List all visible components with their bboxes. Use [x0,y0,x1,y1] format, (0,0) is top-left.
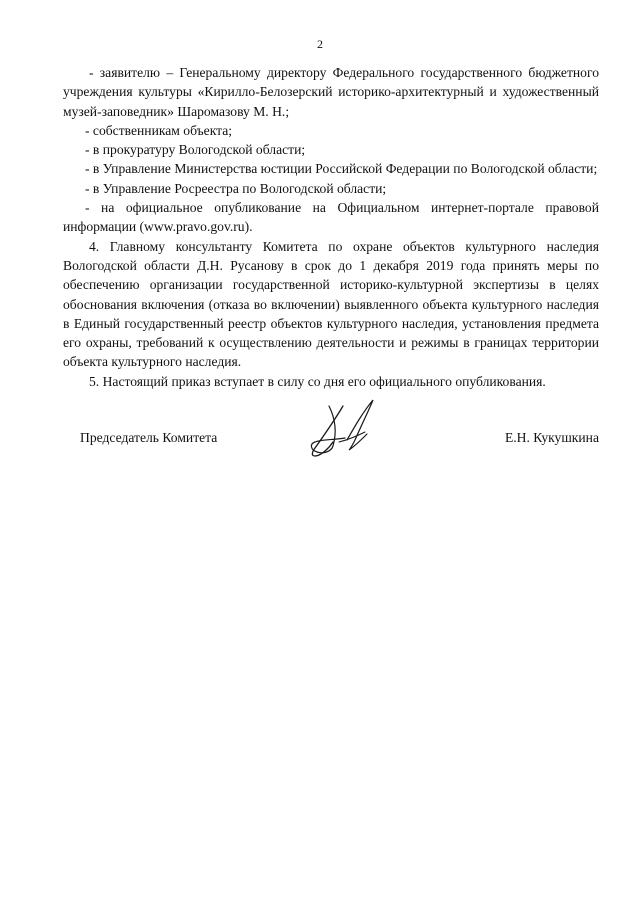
paragraph-recipient-applicant: - заявителю – Генеральному директору Федерального государственного бюджетного учреждения культуры «Кирилло-Белозерский историко-архитектурный и художественный музей-заповедник» Шаромазову М. Н.; [63,65,599,119]
signatory-name: Е.Н. Кукушкина [504,430,599,445]
paragraph-recipient-owners: - собственникам объекта; [85,122,233,138]
handwritten-signature [303,396,381,460]
paragraph-recipient-publication: - на официальное опубликование на Официальном интернет-портале правовой информации (www.pravo.gov.ru). [63,200,599,235]
paragraph-recipient-rosreestr: - в Управление Росреестра по Вологодской области; [85,180,387,196]
paragraph-recipient-justice-ministry: - в Управление Министерства юстиции Российской Федерации по Вологодской области; [85,161,598,177]
document-body [63,63,599,391]
paragraph-item-5: 5. Настоящий приказ вступает в силу со дня его официального опубликования. [89,373,546,389]
paragraph-recipient-prosecutor: - в прокуратуру Вологодской области; [85,142,306,158]
signatory-title: Председатель Комитета [80,430,218,445]
page-number: 2 [317,37,323,51]
paragraph-item-4: 4. Главному консультанту Комитета по охране объектов культурного наследия Вологодской области Д.Н. Русанову в срок до 1 декабря 2019 года принять меры по обеспечению организации государственной историко-культурной экспертизы в целях обоснования включения (отказа во включении) выявленного объекта культурного наследия в Единый государственный реестр объектов культурного наследия, установления предмета его охраны, требований к осуществлению деятельности и режимы в границах территории объекта культурного наследия. [63,238,599,370]
